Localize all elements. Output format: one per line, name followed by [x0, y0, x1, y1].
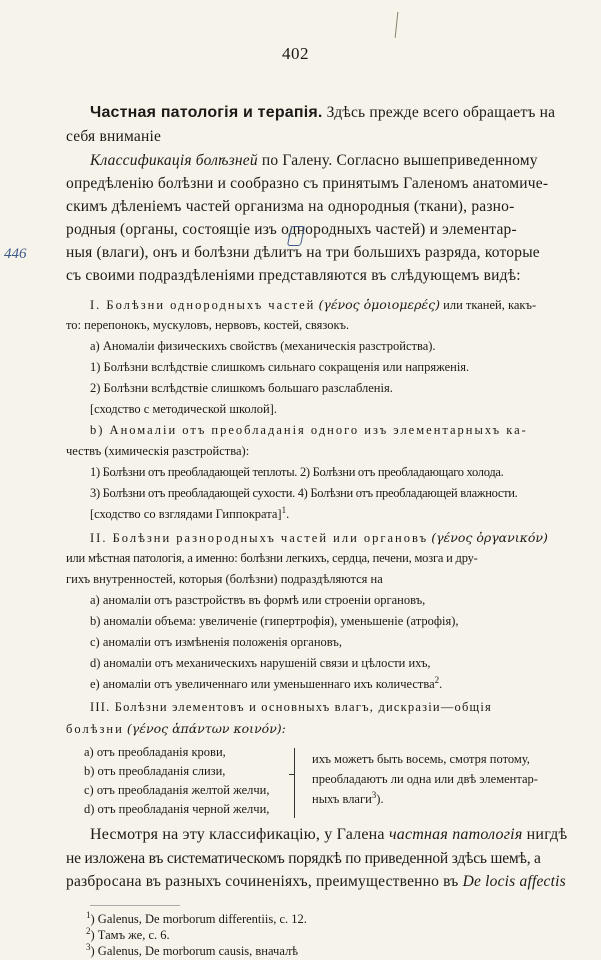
body-line: разбросана въ разныхъ сочиненіяхъ, преимущественно въ De locis affectis: [66, 873, 566, 890]
class-line: болѣзни (γένος ἁπάντων κοινόν):: [66, 721, 286, 736]
class-line: a) аномаліи отъ разстройствъ въ формѣ или строеніи органовъ,: [90, 593, 426, 607]
pencil-mark: [395, 12, 402, 38]
class-line: 1) Болѣзни вслѣдствіе слишкомъ сильнаго сокращенія или напряженія.: [90, 360, 470, 374]
list-item: c) отъ преобладанія желтой желчи,: [84, 783, 270, 797]
body-line: родныя (органы, состоящіе изъ однородныхъ частей) и элементар-: [66, 221, 517, 238]
body-line: Классификація болѣзней по Галену. Согласно вышеприведенному: [90, 152, 538, 169]
italic-term: частная патологія: [388, 826, 523, 843]
class-line: [сходство с методической школой].: [90, 402, 277, 416]
class-line: то: перепонокъ, мускуловъ, нервовъ, костей, связокъ.: [66, 318, 350, 332]
body-line: ныя (влаги), онъ и болѣзни дѣлитъ на три большихъ разряда, которые: [66, 244, 540, 261]
class-line: II. Болѣзни разнородныхъ частей или органовъ (γένος ὀργανικόν): [90, 530, 548, 545]
pencil-bracket: [287, 226, 305, 246]
class-line: 1) Болѣзни отъ преобладающей теплоты. 2) Болѣзни отъ преобладающаго холода.: [90, 465, 504, 479]
brace-divider: [294, 748, 305, 818]
class-line: чествъ (химическія разстройства):: [66, 444, 250, 458]
body-line: скимъ дѣленіемъ частей организма на однородныя (ткани), разно-: [66, 198, 515, 215]
footnote-rule: [90, 905, 180, 906]
class-line: 3) Болѣзни отъ преобладающей сухости. 4) Болѣзни отъ преобладающей влажности.: [90, 486, 518, 500]
section-heading: Частная патологія и терапія.: [90, 104, 323, 121]
class-line: гихъ внутренностей, которыя (болѣзни) подраздѣляются на: [66, 572, 383, 586]
margin-note: 446: [4, 246, 27, 262]
italic-term: Классификація болѣзней: [90, 152, 258, 169]
class-line: d) аномаліи отъ механическихъ нарушеній связи и цѣлости ихъ,: [90, 656, 431, 670]
class-line: или мѣстная патологія, а именно: болѣзни легкихъ, сердца, печени, мозга и дру-: [66, 551, 478, 565]
class-line: b) Аномаліи отъ преобладанія одного изъ элементарныхъ ка-: [90, 423, 528, 437]
body-line: съ своими подраздѣленіями представляются въ слѣдующемъ видѣ:: [66, 267, 521, 284]
body-line: опредѣленію болѣзни и сообразно съ принятымъ Галеномъ анатомиче-: [66, 175, 549, 192]
body-line: себя вниманіе: [66, 128, 162, 145]
italic-term: De locis affectis: [462, 873, 566, 890]
footnote-ref: 2: [434, 674, 440, 685]
body-line: не изложена въ систематическомъ порядкѣ по приведенной здѣсь шемѣ, а: [66, 850, 541, 867]
body-line: Частная патологія и терапія. Здѣсь прежде всего обращаетъ на: [90, 104, 556, 121]
page-number: 402: [282, 44, 309, 63]
footnote-ref: 1: [281, 504, 287, 515]
class-line: c) аномаліи отъ измѣненія положенія органовъ,: [90, 635, 342, 649]
list-note: ныхъ влаги$^3$).: [312, 789, 384, 806]
class-line: b) аномаліи объема: увеличеніе (гипертрофія), уменьшеніе (атрофія),: [90, 614, 459, 628]
footnote: $^2$) Тамъ же, с. 6.: [86, 925, 170, 942]
class-line: [сходство со взглядами Гиппократа]$^1$.: [90, 504, 290, 521]
list-item: b) отъ преобладанія слизи,: [84, 764, 226, 778]
list-note: преобладаютъ ли одна или двѣ элементар-: [312, 772, 538, 786]
class-line: I. Болѣзни однородныхъ частей (γένος ὁμοιομερές) или тканей, какъ-: [90, 297, 537, 312]
class-line: 2) Болѣзни вслѣдствіе слишкомъ большаго разслабленія.: [90, 381, 393, 395]
list-item: a) отъ преобладанія крови,: [84, 745, 226, 759]
class-line: e) аномаліи отъ увеличеннаго или уменьшеннаго ихъ количества$^2$.: [90, 674, 443, 691]
body-line: Несмотря на эту классификацію, у Галена частная патологія нигдѣ: [90, 826, 568, 843]
class-line: a) Аномаліи физическихъ свойствъ (механическія разстройства).: [90, 339, 436, 353]
footnote: $^1$) Galenus, De morborum differentiis, c. 12.: [86, 909, 307, 926]
list-item: d) отъ преобладанія черной желчи,: [84, 802, 270, 816]
list-note: ихъ можетъ быть восемь, смотря потому,: [312, 752, 530, 766]
footnote-ref: 3: [371, 789, 377, 800]
footnote: $^3$) Galenus, De morborum causis, вначалѣ: [86, 941, 299, 958]
class-line: III. Болѣзни элементовъ и основныхъ влагъ, дискразіи—общія: [90, 700, 492, 714]
